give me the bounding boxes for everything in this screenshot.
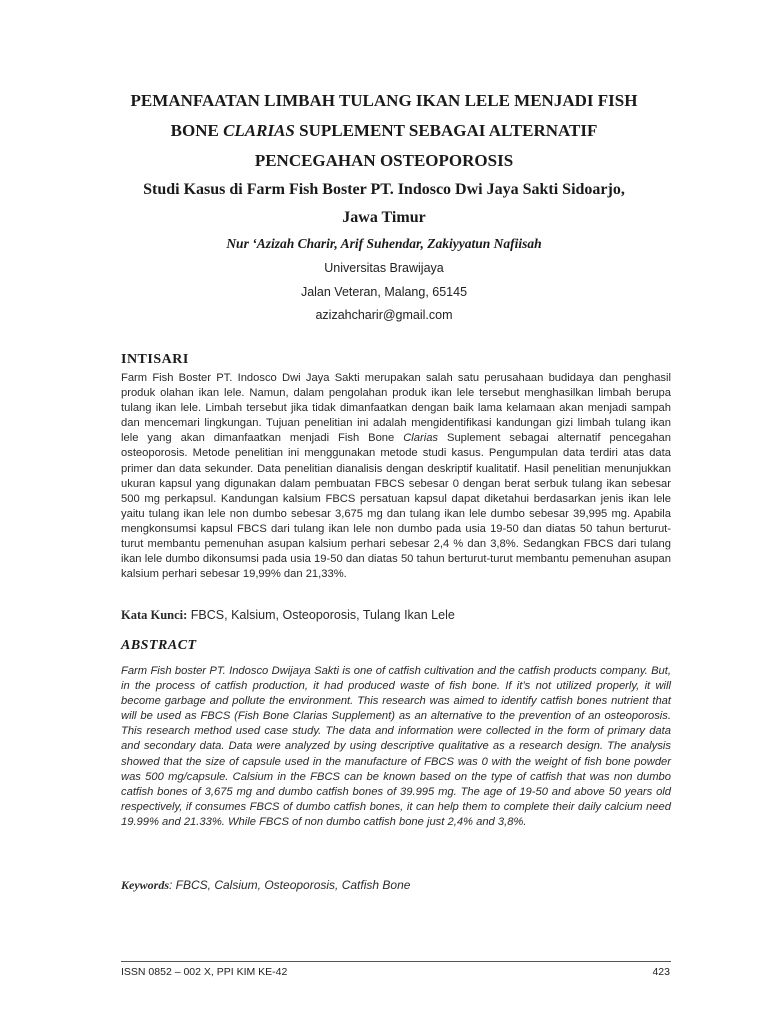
paper-title-line-2-post: SUPLEMENT SEBAGAI ALTERNATIF xyxy=(294,121,598,140)
intisari-body-part-1: Farm Fish Boster PT. Indosco Dwi Jaya Sakti merupakan salah satu perusahaan budidaya dan penghasil produk olahan ikan lele. Namun, dalam pengolahan produk ikan lele tersebut menghasilkan limbah berupa tulang ikan lele. Limbah tersebut jika tidak dimanfaatkan dengan baik lama kelamaan akan menjadi sampah dan mencemari lingkungan. Tujuan penelitian ini adalah mengidentifikasi kandungan gizi limbah tulang ikan lele yang akan dimanfaatkan menjadi Fish Bone xyxy=(121,372,671,445)
kata-kunci xyxy=(121,608,671,623)
paper-subtitle-line-2: Jawa Timur xyxy=(342,209,426,226)
affiliation: Universitas Brawijaya xyxy=(324,261,444,275)
intisari-body-part-2: Suplement sebagai alternatif pencegahan osteoporosis. Metode penelitian ini menggunakan metode studi kasus. Pengumpulan data terdiri atas data primer dan data sekunder. Data penelitian dianalisis dengan deskriptif kualitatif. Hasil penelitian menunjukkan ukuran kapsul yang digunakan dalam pembuatan FBCS sebesar 0 dengan berat serbuk tulang ikan sebesar 500 mg perkapsul. Kandungan kalsium FBCS persatuan kapsul dapat diketahui berdasarkan jenis ikan lele yaitu tulang ikan lele non dumbo sebesar 3,675 mg dan tulang ikan lele dumbo sebesar 39,995 mg. Apabila mengkonsumsi kapsul FBCS dari tulang ikan lele non dumbo pada usia 19-50 dan diatas 50 tahun berturut-turut membantu pemenuhan asupan kalsium perhari sebesar 2,4 % dan 3,8%. Sedangkan FBCS dari tulang ikan lele dumbo dikonsumsi pada usia 19-50 dan diatas 50 tahun berturut-turut membantu pemenuhan asupan kalsium perhari sebesar 19,99% dan 21,33%. xyxy=(121,432,672,581)
kata-kunci-values: FBCS, Kalsium, Osteoporosis, Tulang Ikan Lele xyxy=(187,608,455,622)
paper-subtitle-line-1: Studi Kasus di Farm Fish Boster PT. Indosco Dwi Jaya Sakti Sidoarjo, xyxy=(143,181,625,198)
keywords-values: : FBCS, Calsium, Osteoporosis, Catfish Bone xyxy=(169,878,411,892)
keywords-label: Keywords xyxy=(121,878,169,892)
abstract-heading: ABSTRACT xyxy=(121,638,197,653)
paper-title-line-2 xyxy=(60,116,708,146)
kata-kunci-label: Kata Kunci: xyxy=(121,608,188,622)
paper-title-line-1: PEMANFAATAN LIMBAH TULANG IKAN LELE MENJADI FISH xyxy=(130,91,638,110)
author-list: Nur ‘Azizah Charir, Arif Suhendar, Zakiyyatun Nafiisah xyxy=(226,236,542,251)
intisari-body-italic: Clarias xyxy=(403,432,439,445)
page-number: 423 xyxy=(652,966,670,978)
abstract-body: Farm Fish boster PT. Indosco Dwijaya Sakti is one of catfish cultivation and the catfish products company. But, in the process of catfish production, it had produced waste of fish bone. If it’s not utilized properly, it will become garbage and pollute the environment. This research was aimed to identify catfish bones nutrient that will be used as FBCS (Fish Bone Clarias Supplement) as an alternative to the prevention of an osteoporosis. This research method used case study. The data and information were collected in the form of primary data and secondary data. Data were analyzed by using descriptive qualitative as a research design. The analysis showed that the size of capsule used in the manufacture of FBCS was 0 with the weight of fish bone powder was 500 mg/capsule. Calsium in the FBCS can be known based on the type of catfish that was non dumbo catfish bones of 3,675 mg and dumbo catfish bones of 39.995 mg. The age of 19-50 and above 50 years old respectively, if consumes FBCS of dumbo catfish bones, it can help them to complete their daily calcium need 19.99% and 21.33%. While FBCS of non dumbo catfish bone just 2,4% and 3,8%. xyxy=(121,665,671,828)
intisari-body xyxy=(121,371,671,582)
footer-issn: ISSN 0852 – 002 X, PPI KIM KE-42 xyxy=(121,966,288,978)
email: azizahcharir@gmail.com xyxy=(315,308,453,322)
paper-title-italic-clarias: CLARIAS xyxy=(223,121,295,140)
footer-divider xyxy=(121,961,671,962)
paper-title-line-2-pre: BONE xyxy=(170,121,224,140)
keywords xyxy=(121,878,671,893)
intisari-heading: INTISARI xyxy=(121,352,189,367)
paper-title-line-3: PENCEGAHAN OSTEOPOROSIS xyxy=(254,151,514,170)
address: Jalan Veteran, Malang, 65145 xyxy=(300,285,468,299)
